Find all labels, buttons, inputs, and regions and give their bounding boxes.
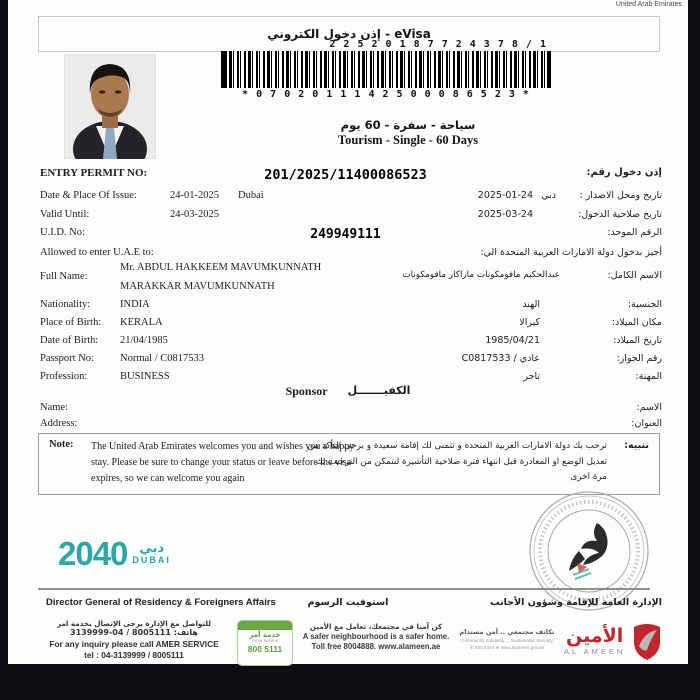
amer-english-line2: tel : 04-3139999 / 8005111 xyxy=(84,649,184,660)
field-label-ar: الرقم الموحد: xyxy=(607,227,662,238)
note-text-en: The United Arab Emirates welcomes you and wishes you a happy stay. Please be sure to change your status or leave before the visa expires, so we can welcome you again xyxy=(91,441,355,485)
alameen-logo-arabic: الأمين xyxy=(565,624,624,647)
field-label-ar: الاسم الكامل: xyxy=(607,270,662,281)
full-name-line1: Mr. ABDUL HAKKEEM MAVUMKUNNATH xyxy=(120,262,322,273)
official-stamp xyxy=(527,489,651,613)
dubai-2040-number: 2040 xyxy=(58,535,128,572)
field-value-ar: 1985/04/21 xyxy=(485,335,540,346)
field-label-en: Valid Until: xyxy=(40,209,90,220)
field-value-ar: الهند xyxy=(522,299,540,310)
amer-service-badge xyxy=(237,620,293,666)
field-value: KERALA xyxy=(120,317,163,328)
field-value-ar: كيرالا xyxy=(519,317,540,328)
signature-row xyxy=(8,597,688,612)
field-label-en: Date of Birth: xyxy=(40,335,99,346)
field-label-ar: مكان الميلاد: xyxy=(611,317,662,328)
field-label-en: Date & Place Of Issue: xyxy=(40,190,137,201)
amer-english-line1: For any inquiry please call AMER SERVICE xyxy=(49,638,219,649)
solidarity-site: www.alameen.gov.ae xyxy=(500,644,545,650)
field-value-date: 24-01-2025 xyxy=(170,190,219,201)
field-value-place: Dubai xyxy=(238,190,264,201)
applicant-photo xyxy=(64,54,156,159)
field-label-en: Passport No: xyxy=(40,353,94,364)
entry-permit-number: 201/2025/11400086523 xyxy=(264,167,427,183)
barcode xyxy=(221,51,551,88)
entry-permit-label-ar: إذن دخول رقم: xyxy=(586,167,662,178)
alameen-english1: A safer neighbourhood is a safer home. xyxy=(302,631,450,641)
field-row-valid-until xyxy=(8,209,688,224)
field-row-birth-date xyxy=(8,335,688,350)
field-value-date-ar: 2025-01-24 xyxy=(477,190,533,201)
field-row-date-place xyxy=(8,190,688,205)
amer-contact-block xyxy=(38,619,230,660)
field-row-allowed xyxy=(8,247,688,262)
phone-icon: ✆ xyxy=(469,644,474,650)
field-label-ar: المهنة: xyxy=(635,371,662,382)
field-value: 24-03-2025 xyxy=(170,209,219,220)
alameen-logo xyxy=(564,622,663,660)
solidarity-phone: 800 4444 xyxy=(475,644,495,650)
field-row-birth-place xyxy=(8,317,688,332)
field-row-passport xyxy=(8,353,688,368)
alameen-message-block xyxy=(300,622,452,653)
field-label-ar: تاريخ ومحل الاصدار : xyxy=(579,190,662,201)
field-label-ar: تاريخ الميلاد: xyxy=(613,335,662,346)
amer-badge-english: Amer service xyxy=(251,638,279,644)
uid-number: 249949111 xyxy=(310,227,381,242)
field-label-en: U.I.D. No: xyxy=(40,227,85,238)
amer-badge-header xyxy=(238,621,292,630)
field-row-full-name xyxy=(8,262,688,296)
note-box xyxy=(38,433,660,495)
sponsor-title-en: Sponsor xyxy=(285,384,328,398)
dubai-2040-english: DUBAI xyxy=(132,554,171,565)
amer-arabic-line2: هاتف: 8005111 / 04-3139999 xyxy=(70,628,198,638)
full-name-ar: عبدالحكيم مافومكونات ماراكار مافومكونات xyxy=(402,270,560,280)
sponsor-address-label-ar: العنوان: xyxy=(631,418,662,429)
field-value-city-ar: دبي xyxy=(541,190,556,201)
amer-badge-arabic: خدمة أمر xyxy=(249,631,281,639)
field-value-ar: عادي / C0817533 xyxy=(461,353,540,364)
field-label-ar: رقم الجواز: xyxy=(616,353,662,364)
field-label-ar: تاريخ صلاحية الدخول: xyxy=(578,209,662,220)
entry-permit-row xyxy=(8,167,688,182)
field-value: 21/04/1985 xyxy=(120,335,168,346)
document-title: إذن دخول الكتروني - eVisa xyxy=(267,27,431,41)
evisa-document xyxy=(8,0,688,664)
barcode-top-number: 2 2 5 2 0 1 8 7 7 2 4 3 7 8 / 1 xyxy=(329,39,547,50)
signature-fees-ar: استوفيت الرسوم xyxy=(307,597,389,608)
field-label-en: Nationality: xyxy=(40,299,91,310)
solidarity-block xyxy=(455,628,559,652)
field-label-en: Full Name: xyxy=(40,271,88,282)
field-label-ar: أجيز بدخول دولة الامارات العربية المتحدة الي: xyxy=(480,247,662,258)
sponsor-name-label-en: Name: xyxy=(40,402,68,413)
solidarity-english: Community Solidarity ... Sustainable Security xyxy=(461,637,553,643)
amer-arabic-line1: للتواصل مع الإدارة يرجى الإتصال بخدمة امر xyxy=(57,619,211,628)
sponsor-header xyxy=(8,384,688,399)
amer-badge-number: 800 5111 xyxy=(247,644,283,655)
note-label-ar: تنبيه: xyxy=(624,440,649,451)
field-label-en: Profession: xyxy=(40,371,88,382)
sponsor-address-label-en: Address: xyxy=(40,418,78,429)
field-row-nationality xyxy=(8,299,688,314)
alameen-logo-english: AL AMEEN xyxy=(564,646,626,656)
applicant-photo-image xyxy=(64,54,156,159)
signature-department-ar: الإدارة العامة للإقامة وشؤون الأجانب xyxy=(490,597,662,608)
sponsor-title-ar: الكفيـــــــل xyxy=(347,384,411,397)
sponsor-name-label-ar: الاسم: xyxy=(636,402,662,413)
country-label: United Arab Emirates xyxy=(615,1,682,8)
note-text-ar: ترحب بك دولة الامارات العربية المتحدة و تتمنى لك إقامة سعيدة و يرجى التأكد من تعديل الوضع او المغادرة قبل انتهاء فترة صلاحية التأشيرة لنتمكن من الترحيب بك مرة اخرى xyxy=(307,441,607,483)
solidarity-arabic: تكاتف مجتمعي .. أمن مستدام xyxy=(459,628,555,636)
field-value: BUSINESS xyxy=(120,371,170,382)
alameen-english2: Toll free 8004888. www.alameen.ae xyxy=(311,642,441,652)
globe-icon: ⊕ xyxy=(495,644,500,650)
sponsor-address-row xyxy=(8,418,688,433)
field-row-uid xyxy=(8,227,688,242)
sponsor-name-row xyxy=(8,402,688,417)
dubai-2040-arabic: دبي xyxy=(139,540,165,556)
field-value: Normal / C0817533 xyxy=(120,353,204,364)
signature-divider xyxy=(38,588,650,590)
visa-type-english: Tourism - Single - 60 Days xyxy=(337,133,479,147)
visa-type-block xyxy=(238,118,578,148)
visa-type-arabic: سياحة - سفرة - 60 يوم xyxy=(340,118,476,132)
field-value-ar: تاجر xyxy=(523,371,540,382)
signature-title-en: Director General of Residency & Foreigners Affairs xyxy=(46,597,276,608)
field-value: INDIA xyxy=(120,299,150,310)
alameen-logo-icon xyxy=(631,622,663,660)
note-label-en: Note: xyxy=(49,439,74,450)
barcode-block xyxy=(221,39,551,100)
dubai-2040-logo xyxy=(58,537,171,570)
barcode-bottom-number: * 0 7 0 2 0 1 1 1 4 2 5 0 0 0 8 6 5 2 3 * xyxy=(242,89,530,100)
field-value-ar: 2025-03-24 xyxy=(477,209,533,220)
field-label-en: Place of Birth: xyxy=(40,317,102,328)
entry-permit-label-en: ENTRY PERMIT NO: xyxy=(40,167,148,179)
alameen-arabic: كن آمنا في مجتمعك، تعامل مع الأمين xyxy=(309,622,443,631)
field-label-en: Allowed to enter U.A.E to: xyxy=(40,247,154,258)
field-label-ar: الجنسية: xyxy=(627,299,662,310)
full-name-line2: MARAKKAR MAVUMKUNNATH xyxy=(120,281,275,292)
